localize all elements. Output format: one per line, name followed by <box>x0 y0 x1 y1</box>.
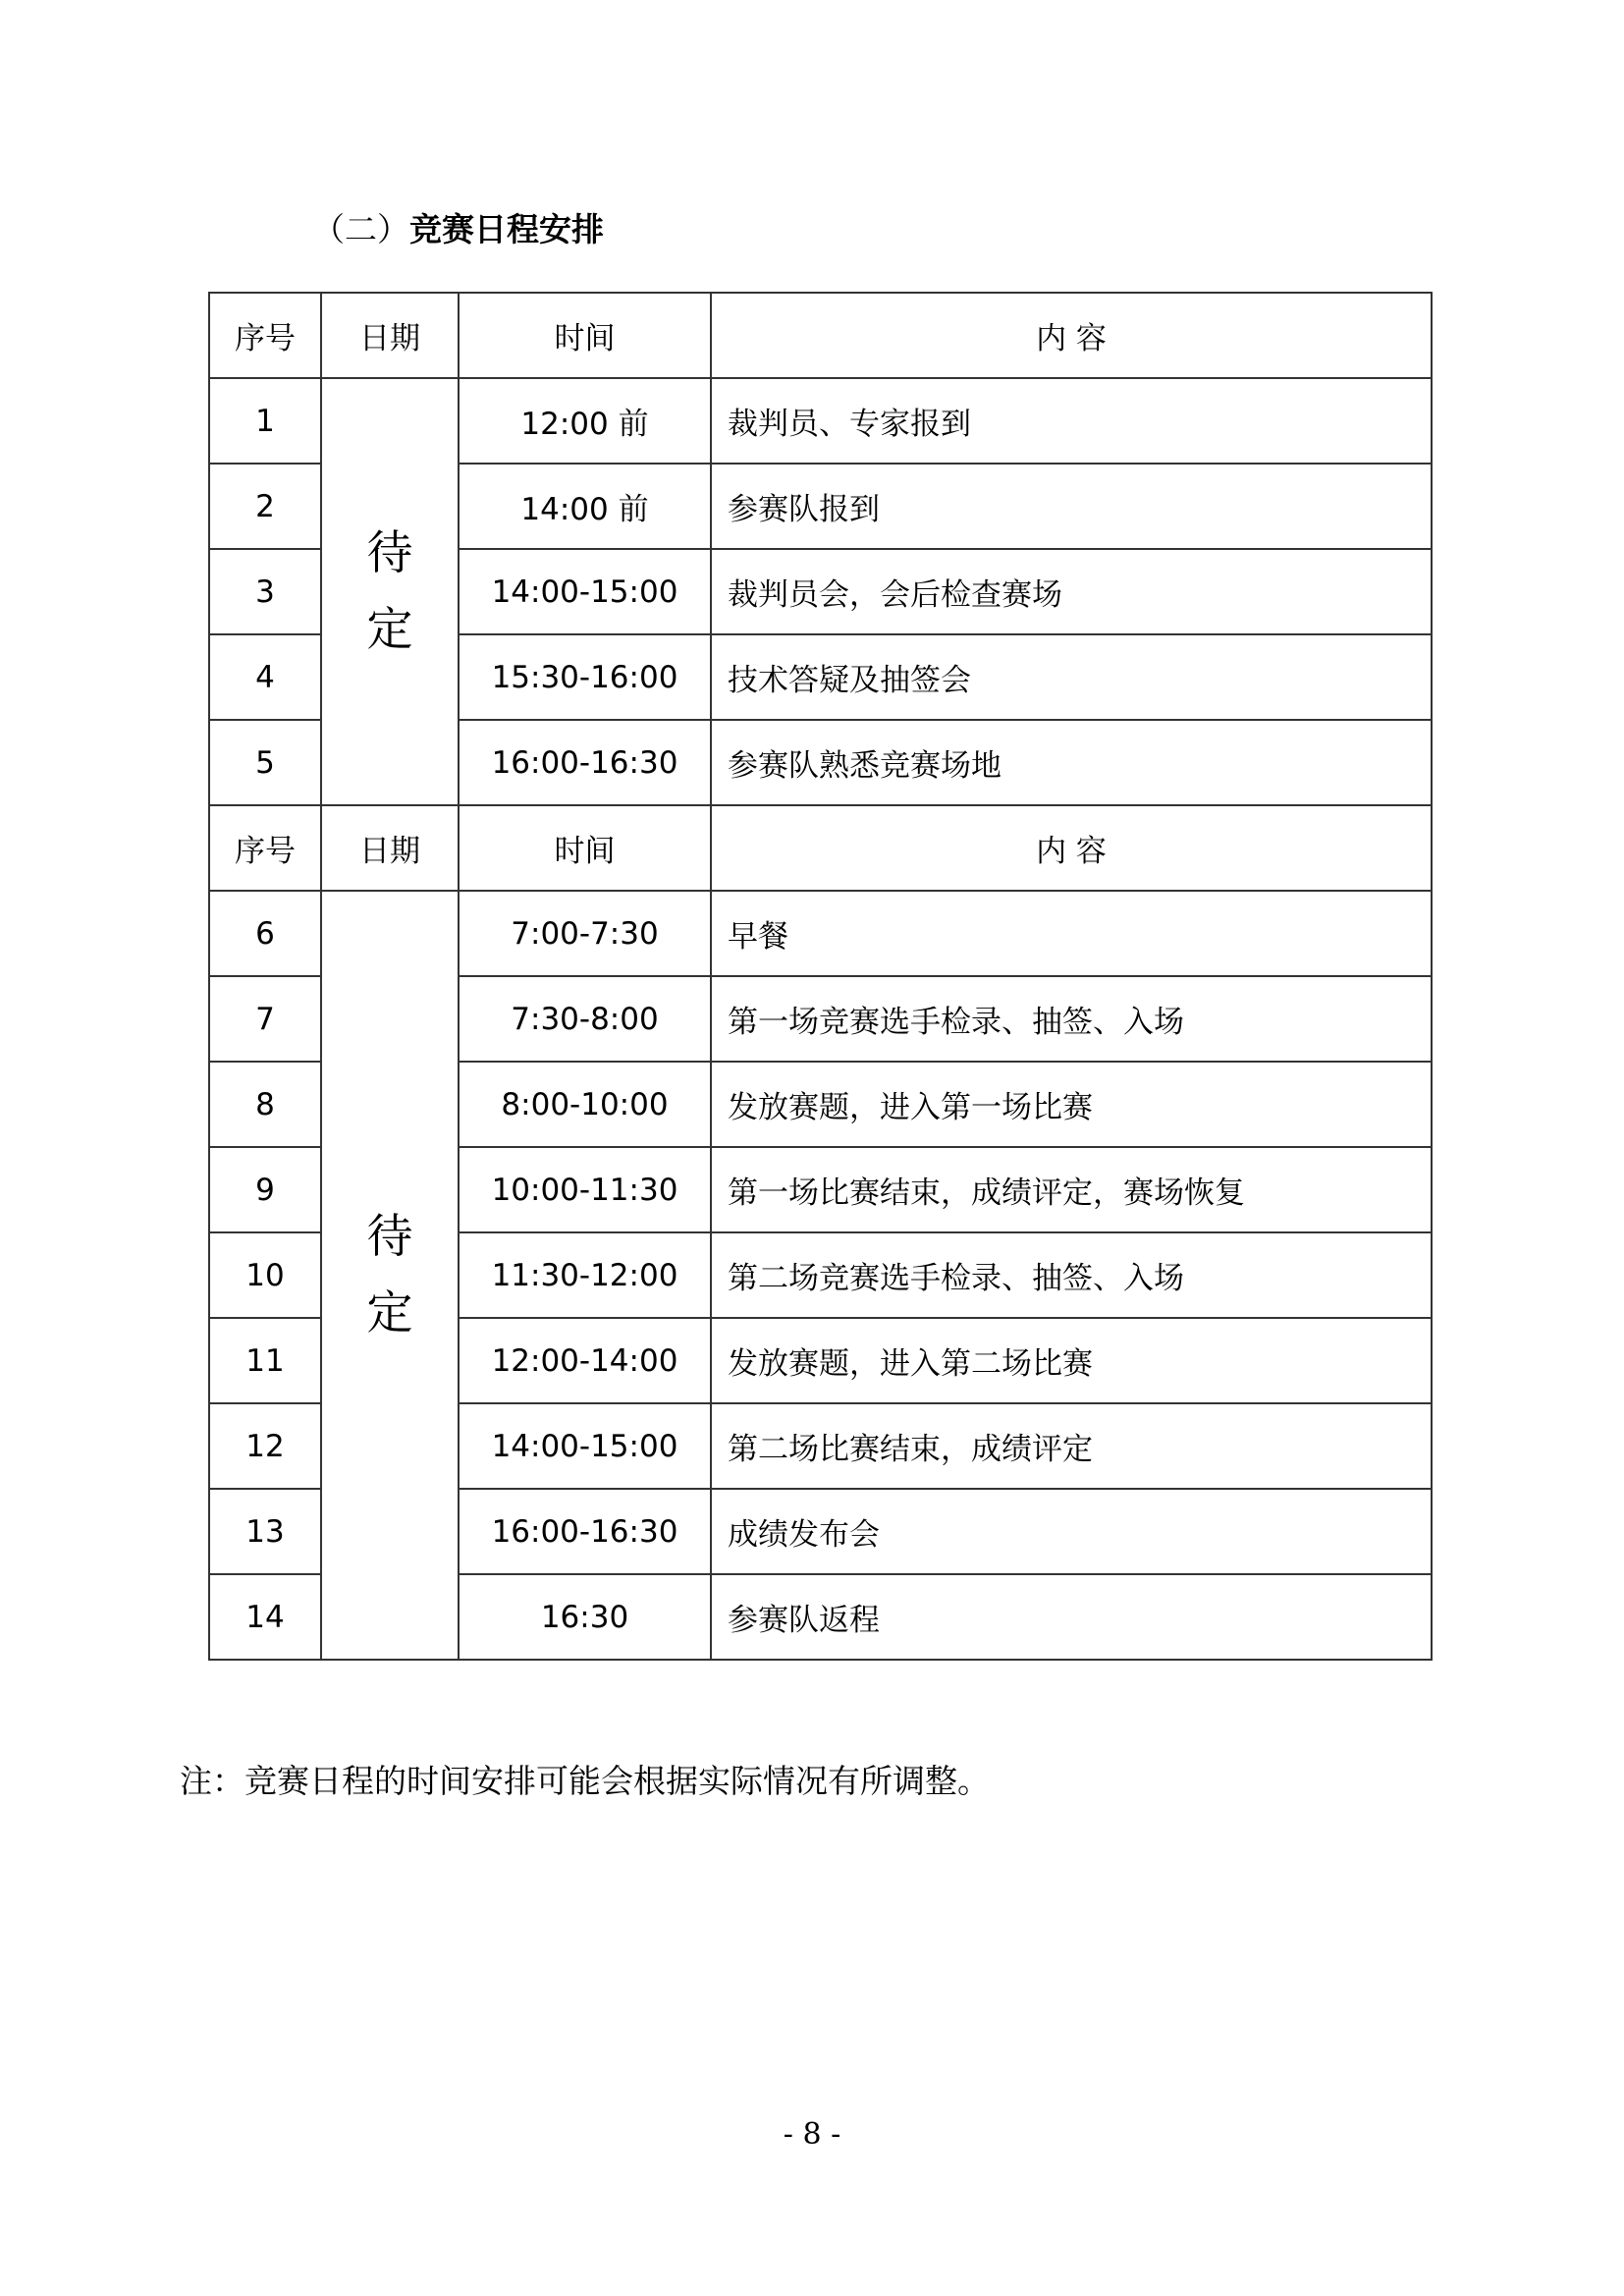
section-heading-prefix: （二） <box>312 210 409 248</box>
section-heading-title: 竞赛日程安排 <box>409 210 604 248</box>
row-time: 14:00-15:00 <box>459 1403 711 1489</box>
row-seq: 4 <box>209 634 321 720</box>
row-content: 发放赛题，进入第一场比赛 <box>711 1062 1432 1147</box>
row-seq: 10 <box>209 1232 321 1318</box>
date-line-2: 定 <box>366 602 413 657</box>
date-cell-group-1 <box>321 378 459 805</box>
row-content: 第二场竞赛选手检录、抽签、入场 <box>711 1232 1432 1318</box>
table-row <box>209 378 1432 464</box>
row-content: 成绩发布会 <box>711 1489 1432 1574</box>
row-seq: 6 <box>209 891 321 976</box>
row-content: 参赛队熟悉竞赛场地 <box>711 720 1432 805</box>
header-date: 日期 <box>321 293 459 378</box>
header-seq: 序号 <box>209 293 321 378</box>
row-time: 14:00 前 <box>459 464 711 549</box>
row-time: 7:00-7:30 <box>459 891 711 976</box>
row-time: 8:00-10:00 <box>459 1062 711 1147</box>
date-cell-group-2 <box>321 891 459 1660</box>
date-line-2: 定 <box>366 1285 413 1340</box>
row-content: 第一场竞赛选手检录、抽签、入场 <box>711 976 1432 1062</box>
row-seq: 12 <box>209 1403 321 1489</box>
date-line-1: 待 <box>366 1209 413 1264</box>
row-seq: 7 <box>209 976 321 1062</box>
header-content: 内 容 <box>711 805 1432 891</box>
row-time: 7:30-8:00 <box>459 976 711 1062</box>
row-seq: 3 <box>209 549 321 634</box>
row-time: 14:00-15:00 <box>459 549 711 634</box>
row-seq: 2 <box>209 464 321 549</box>
row-content: 参赛队返程 <box>711 1574 1432 1660</box>
row-content: 参赛队报到 <box>711 464 1432 549</box>
row-time: 16:30 <box>459 1574 711 1660</box>
row-time: 12:00-14:00 <box>459 1318 711 1403</box>
schedule-table <box>208 292 1433 1661</box>
row-seq: 14 <box>209 1574 321 1660</box>
row-content: 发放赛题，进入第二场比赛 <box>711 1318 1432 1403</box>
header-content: 内 容 <box>711 293 1432 378</box>
row-content: 裁判员会，会后检查赛场 <box>711 549 1432 634</box>
page-number: - 8 - <box>783 2117 841 2152</box>
row-time: 11:30-12:00 <box>459 1232 711 1318</box>
date-line-1: 待 <box>366 525 413 580</box>
table-row <box>209 891 1432 976</box>
row-time: 16:00-16:30 <box>459 720 711 805</box>
row-content: 第一场比赛结束，成绩评定，赛场恢复 <box>711 1147 1432 1232</box>
row-content: 裁判员、专家报到 <box>711 378 1432 464</box>
row-content: 早餐 <box>711 891 1432 976</box>
header-date: 日期 <box>321 805 459 891</box>
header-seq: 序号 <box>209 805 321 891</box>
row-time: 16:00-16:30 <box>459 1489 711 1574</box>
header-time: 时间 <box>459 293 711 378</box>
header-time: 时间 <box>459 805 711 891</box>
schedule-note: 注：竞赛日程的时间安排可能会根据实际情况有所调整。 <box>180 1762 990 1800</box>
row-seq: 9 <box>209 1147 321 1232</box>
row-content: 技术答疑及抽签会 <box>711 634 1432 720</box>
row-time: 15:30-16:00 <box>459 634 711 720</box>
row-seq: 13 <box>209 1489 321 1574</box>
row-content: 第二场比赛结束，成绩评定 <box>711 1403 1432 1489</box>
section-heading <box>312 206 604 253</box>
row-time: 10:00-11:30 <box>459 1147 711 1232</box>
row-seq: 8 <box>209 1062 321 1147</box>
row-seq: 1 <box>209 378 321 464</box>
table-header-row <box>209 293 1432 378</box>
row-seq: 11 <box>209 1318 321 1403</box>
row-seq: 5 <box>209 720 321 805</box>
row-time: 12:00 前 <box>459 378 711 464</box>
table-header-row <box>209 805 1432 891</box>
